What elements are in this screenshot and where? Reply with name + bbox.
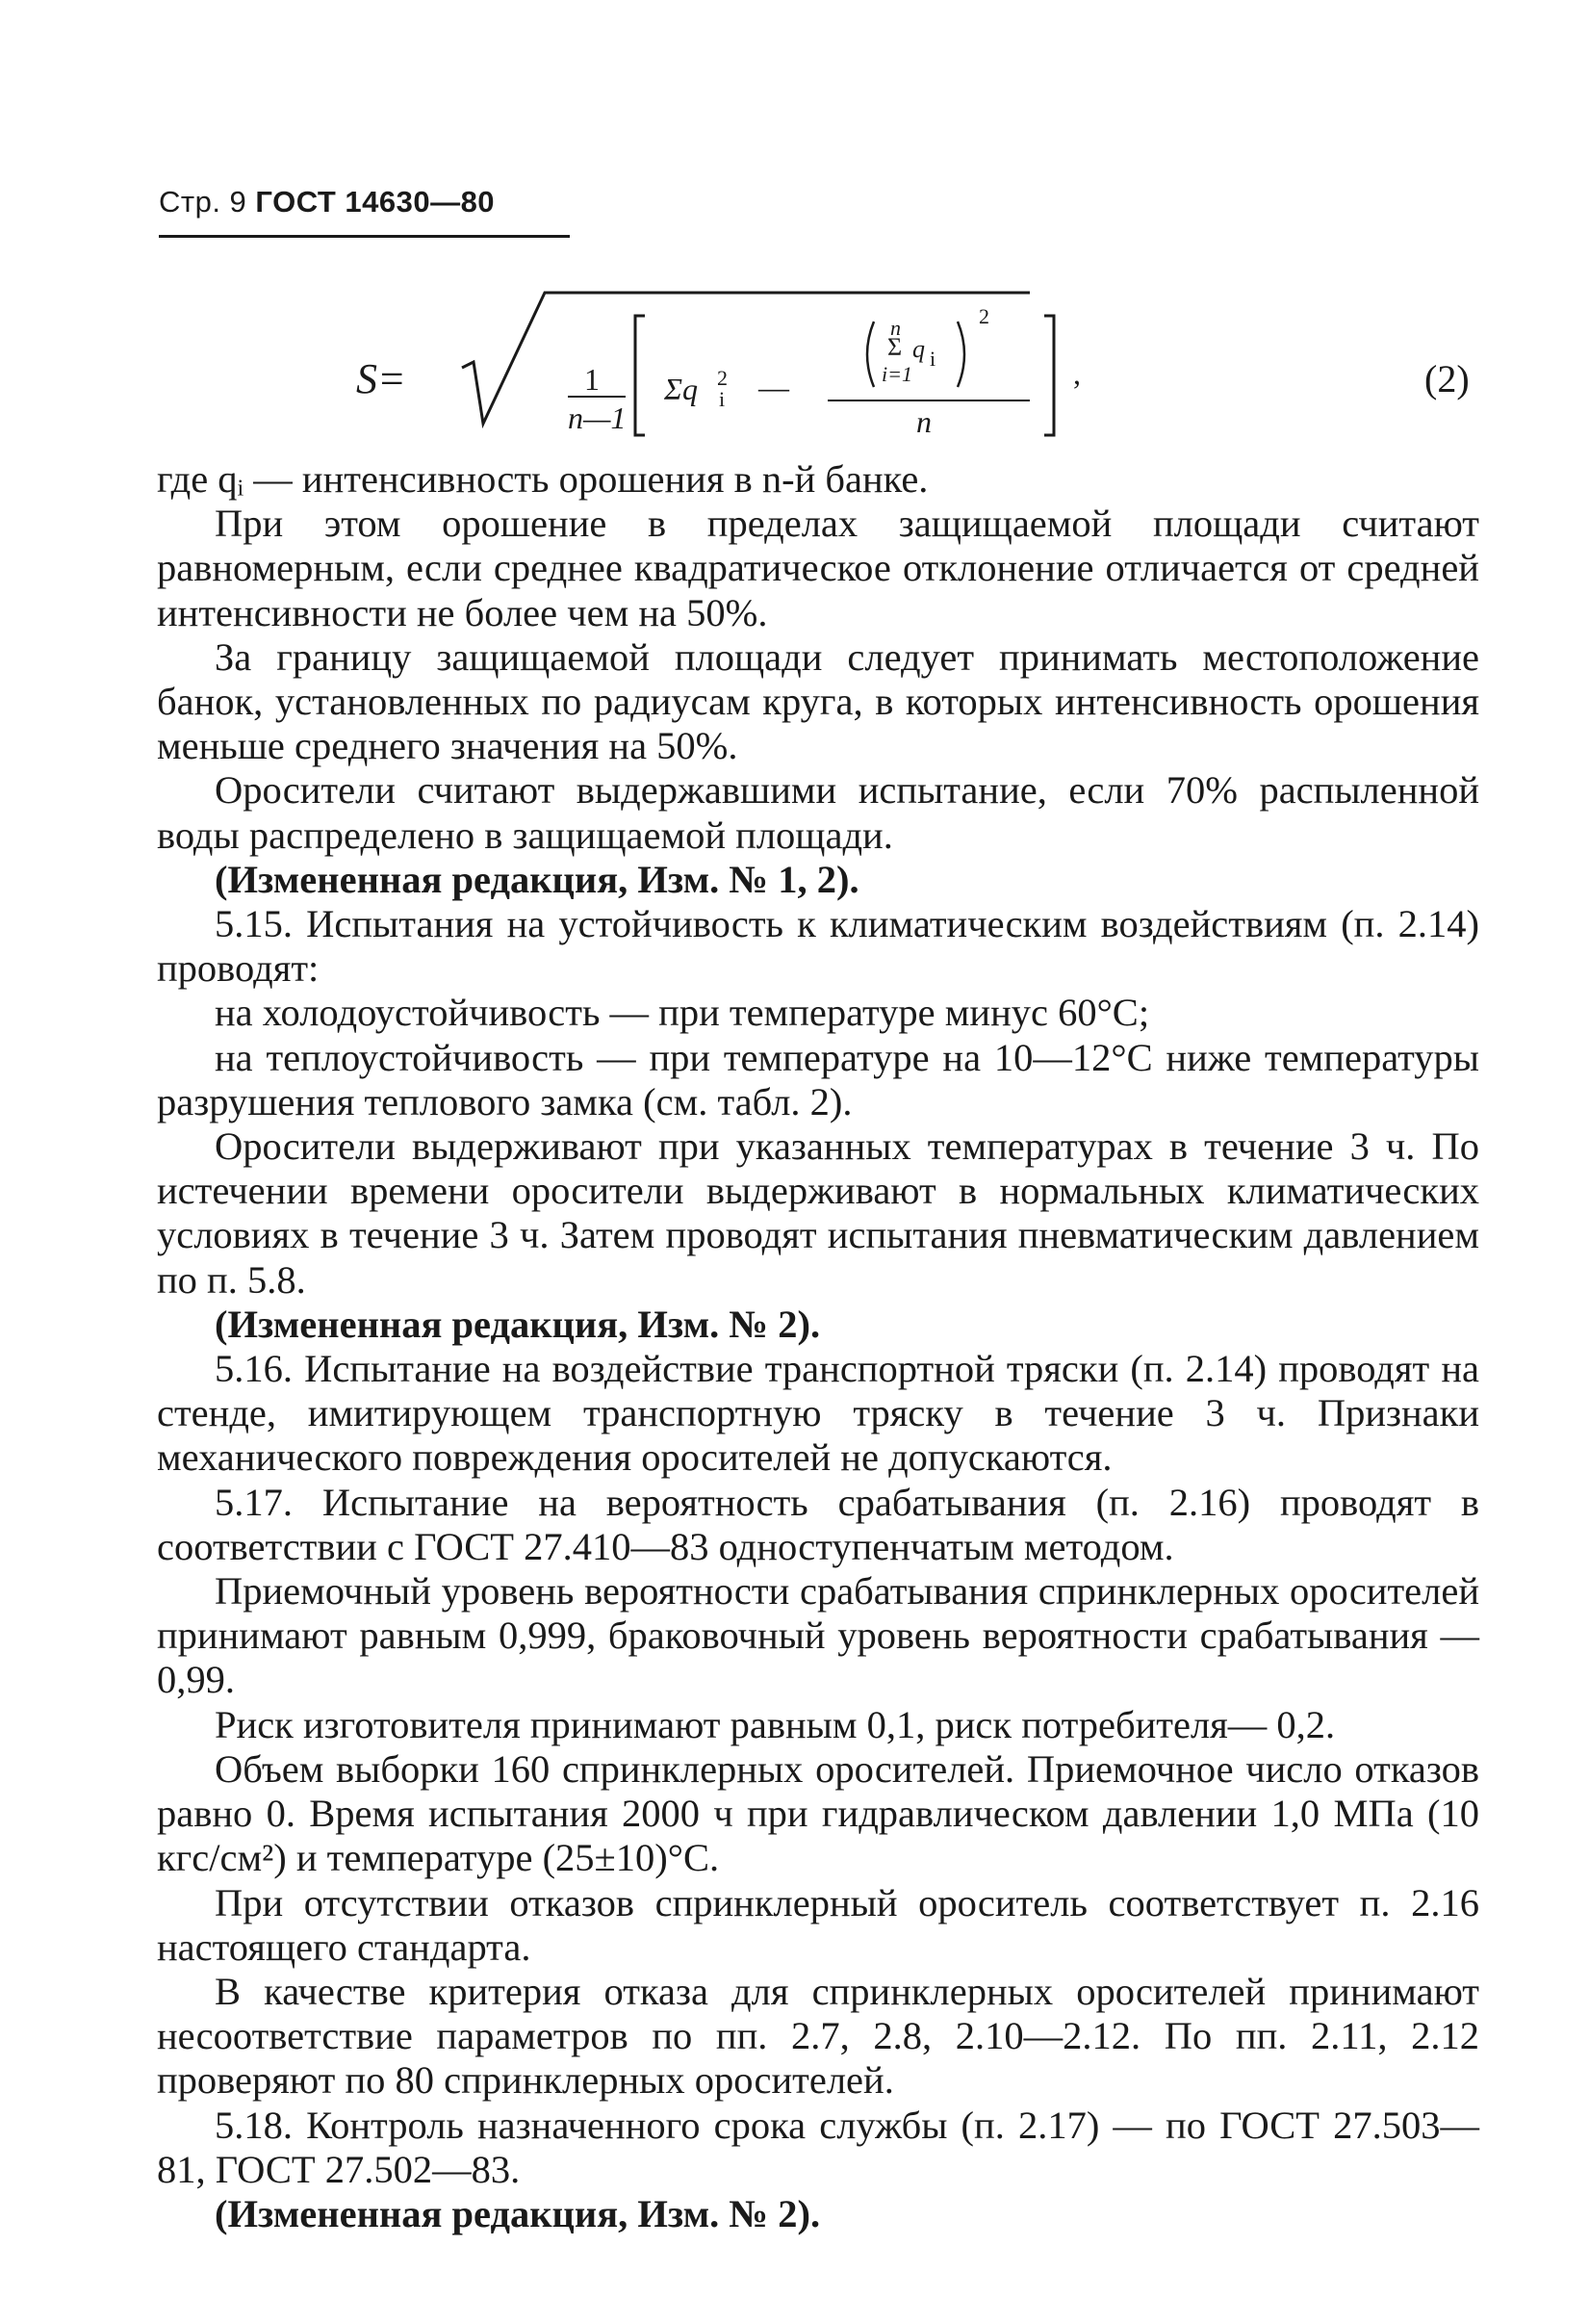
- paragraph: При отсутствии отказов спринклерный ороситель соответствует п. 2.16 настоящего стандарта.: [157, 1880, 1479, 1969]
- amendment-note: (Измененная редакция, Изм. № 1, 2).: [215, 857, 859, 901]
- formula-sum-sup: 2: [717, 366, 728, 390]
- formula-comma: ,: [1073, 356, 1081, 391]
- formula-inner-top: n: [890, 316, 901, 340]
- amendment-note: (Измененная редакция, Изм. № 2).: [215, 2191, 821, 2235]
- standard-number: ГОСТ 14630—80: [255, 185, 496, 219]
- amendment-note: (Измененная редакция, Изм. № 2).: [215, 1302, 821, 1346]
- formula-frac-den: n—1: [568, 400, 627, 435]
- paragraph: Риск изготовителя принимают равным 0,1, риск потребителя— 0,2.: [215, 1702, 1336, 1746]
- formula-minus: —: [758, 370, 789, 404]
- formula-inner-bottom: i=1: [882, 362, 912, 386]
- formula-number: (2): [1424, 357, 1470, 400]
- page-number: Стр. 9: [159, 185, 247, 219]
- formula-lhs: S=: [356, 355, 406, 402]
- formula-inner-sup: 2: [979, 304, 989, 328]
- paragraph-5-16: 5.16. Испытание на воздействие транспортной тряски (п. 2.14) проводят на стенде, имитирующем транспортную тряску в течение 3 ч. Признаки механического повреждения оросителей не допускаются.: [157, 1347, 1479, 1480]
- paragraph: Объем выборки 160 спринклерных оросителей. Приемочное число отказов равно 0. Время испытания 2000 ч при гидравлическом давлении 1,0 МПа (10 кгс/см²) и температуре (25±10)°С.: [157, 1746, 1479, 1880]
- formula-inner-q-sub: i: [930, 347, 936, 371]
- page-header: [159, 185, 495, 219]
- paragraph: Оросители считают выдержавшими испытание, если 70% распыленной воды распределено в защищаемой площади.: [157, 768, 1479, 857]
- formula-inner-den: n: [916, 404, 932, 439]
- paragraph-where: где qᵢ — интенсивность орошения в n-й банке.: [157, 457, 929, 501]
- header-rule: [159, 235, 570, 238]
- formula-inner-q: q: [912, 335, 925, 363]
- formula-frac-num: 1: [584, 362, 600, 397]
- formula-inner-sigma: Σ: [887, 333, 903, 361]
- paragraph-5-18: 5.18. Контроль назначенного срока службы (п. 2.17) — по ГОСТ 27.503—81, ГОСТ 27.502—83.: [157, 2103, 1479, 2191]
- paragraph-5-15: 5.15. Испытания на устойчивость к климатическим воздействиям (п. 2.14) проводят:: [157, 902, 1479, 991]
- paragraph: При этом орошение в пределах защищаемой площади считают равномерным, если среднее квадратическое отклонение отличается от средней интенсивности не более чем на 50%.: [157, 502, 1479, 634]
- paragraph-5-17: 5.17. Испытание на вероятность срабатывания (п. 2.16) проводят в соответствии с ГОСТ 27.410—83 одноступенчатым методом.: [157, 1480, 1479, 1568]
- paragraph: на холодоустойчивость — при температуре минус 60°С;: [215, 991, 1150, 1035]
- paragraph: Приемочный уровень вероятности срабатывания спринклерных оросителей принимают равным 0,999, браковочный уровень вероятности срабатывания — 0,99.: [157, 1569, 1479, 1702]
- paragraph: За границу защищаемой площади следует принимать местоположение банок, установленных по радиусам круга, в которых интенсивность орошения меньше среднего значения на 50%.: [157, 634, 1479, 768]
- formula-2: [356, 279, 1088, 452]
- formula-sum-sub: i: [719, 387, 726, 411]
- paragraph: на теплоустойчивость — при температуре на 10—12°С ниже температуры разрушения теплового замка (см. табл. 2).: [157, 1035, 1479, 1123]
- paragraph: В качестве критерия отказа для спринклерных оросителей принимают несоответствие параметров по пп. 2.7, 2.8, 2.10—2.12. По пп. 2.11, 2.12 проверяют по 80 спринклерных оросителей.: [157, 1969, 1479, 2103]
- document-body: [157, 457, 1479, 2236]
- formula-sum-term: Σq: [664, 372, 699, 406]
- paragraph: Оросители выдерживают при указанных температурах в течение 3 ч. По истечении времени оросители выдерживают в нормальных климатических условиях в течение 3 ч. Затем проводят испытания пневматическим давлением по п. 5.8.: [157, 1124, 1479, 1302]
